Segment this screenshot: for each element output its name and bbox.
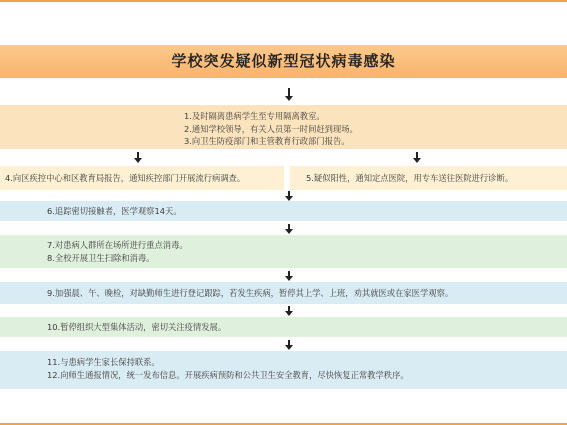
down-arrow-icon xyxy=(134,158,142,163)
step-text: 11.与患病学生家长保持联系。 xyxy=(47,357,160,367)
step-text: 9.加强晨、午、晚检，对缺勤师生进行登记跟踪，若发生疾病，暂停其上学、上班，劝其就医或在家医学观察。 xyxy=(47,288,454,298)
step-text: 4.向区疾控中心和区教育局报告，通知疾控部门开展流行病调查。 xyxy=(5,173,246,183)
step-text: 12.向师生通报情况，统一发布信息。开展疾病预防和公共卫生安全教育，尽快恢复正常教学秩序。 xyxy=(47,369,409,380)
step-box-1-3 xyxy=(0,105,567,149)
down-arrow-icon xyxy=(285,96,293,101)
step-text: 2.通知学校领导，有关人员第一时间赶到现场。 xyxy=(184,123,358,134)
down-arrow-icon xyxy=(285,311,293,316)
step-text: 5.疑似阳性，通知定点医院，用专车送往医院进行诊断。 xyxy=(306,173,514,183)
step-text: 1.及时隔离患病学生至专用隔离教室。 xyxy=(184,111,325,121)
top-border xyxy=(0,0,567,2)
step-text: 6.追踪密切接触者，医学观察14天。 xyxy=(47,206,182,216)
down-arrow-icon xyxy=(285,229,293,234)
step-box-9 xyxy=(0,282,567,304)
step-text: 7.对患病人群所在场所进行重点消毒。 xyxy=(47,240,188,250)
down-arrow-icon xyxy=(413,158,421,163)
step-text: 3.向卫生防疫部门和主管教育行政部门报告。 xyxy=(184,136,350,146)
step-box-6 xyxy=(0,201,567,221)
flowchart-title: 学校突发疑似新型冠状病毒感染 xyxy=(0,45,567,78)
step-box-11-12 xyxy=(0,351,567,389)
step-box-5 xyxy=(290,166,567,190)
down-arrow-icon xyxy=(285,276,293,281)
step-box-4 xyxy=(0,166,284,190)
down-arrow-icon xyxy=(285,345,293,350)
step-box-10 xyxy=(0,317,567,337)
arrow-stem xyxy=(288,88,290,96)
step-text: 10.暂停组织大型集体活动，密切关注疫情发展。 xyxy=(47,322,227,332)
step-box-7-8 xyxy=(0,235,567,268)
step-text: 8.全校开展卫生扫除和消毒。 xyxy=(47,252,155,263)
